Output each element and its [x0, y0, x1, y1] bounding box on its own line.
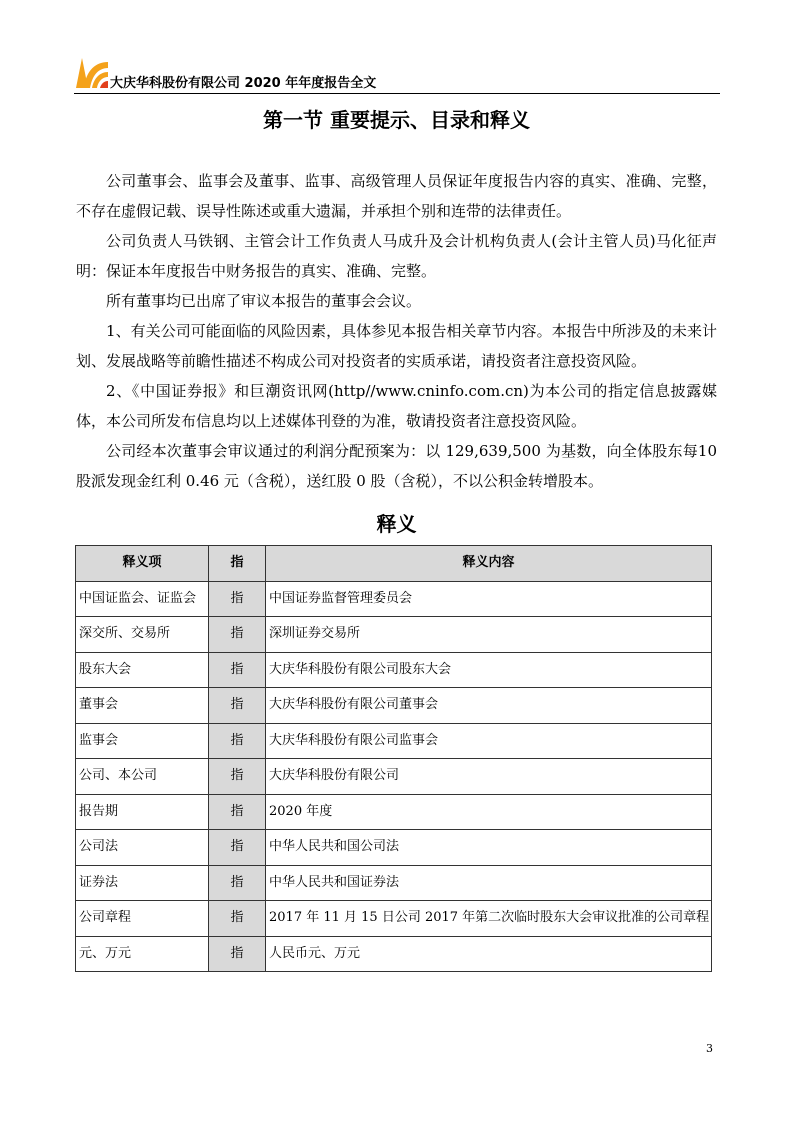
page-header	[74, 52, 720, 94]
paragraph-media-notice: 2、《中国证券报》和巨潮资讯网(http//www.cninfo.com.cn)为本公司的指定信息披露媒体，本公司所发布信息均以上述媒体刊登的为准，敬请投资者注意投资风险。	[76, 382, 717, 430]
term-cell: 中国证监会、证监会	[76, 581, 209, 617]
header-divider	[74, 93, 720, 94]
definition-cell: 2017 年 11 月 15 日公司 2017 年第二次临时股东大会审议批准的公司章程	[266, 901, 712, 937]
glossary-title: 释义	[376, 512, 417, 536]
term-cell: 公司法	[76, 830, 209, 866]
column-header-definition: 释义内容	[266, 546, 712, 582]
table-row	[76, 617, 712, 653]
definition-cell: 人民币元、万元	[266, 936, 712, 972]
term-cell: 股东大会	[76, 652, 209, 688]
glossary-header-row	[76, 546, 712, 582]
refers-cell: 指	[209, 652, 266, 688]
definition-cell: 2020 年度	[266, 794, 712, 830]
table-row	[76, 865, 712, 901]
glossary-table	[75, 545, 712, 972]
term-cell: 公司、本公司	[76, 759, 209, 795]
column-header-term: 释义项	[76, 546, 209, 582]
page-number: 3	[706, 1042, 713, 1055]
definition-cell: 大庆华科股份有限公司股东大会	[266, 652, 712, 688]
paragraph-officer-statement: 公司负责人马铁钢、主管会计工作负责人马成升及会计机构负责人(会计主管人员)马化征声明：保证本年度报告中财务报告的真实、准确、完整。	[76, 232, 717, 280]
term-cell: 报告期	[76, 794, 209, 830]
table-row	[76, 723, 712, 759]
refers-cell: 指	[209, 617, 266, 653]
refers-cell: 指	[209, 865, 266, 901]
term-cell: 公司章程	[76, 901, 209, 937]
term-cell: 元、万元	[76, 936, 209, 972]
refers-cell: 指	[209, 581, 266, 617]
refers-cell: 指	[209, 830, 266, 866]
header-title: 大庆华科股份有限公司 2020 年年度报告全文	[110, 76, 377, 91]
paragraph-risk-notice: 1、有关公司可能面临的风险因素，具体参见本报告相关章节内容。本报告中所涉及的未来计划、发展战略等前瞻性描述不构成公司对投资者的实质承诺，请投资者注意投资风险。	[76, 322, 717, 370]
definition-cell: 中华人民共和国证券法	[266, 865, 712, 901]
refers-cell: 指	[209, 759, 266, 795]
definition-cell: 深圳证券交易所	[266, 617, 712, 653]
definition-cell: 大庆华科股份有限公司监事会	[266, 723, 712, 759]
refers-cell: 指	[209, 723, 266, 759]
section-title: 第一节 重要提示、目录和释义	[263, 108, 530, 132]
paragraph-director-attendance: 所有董事均已出席了审议本报告的董事会会议。	[106, 292, 422, 310]
table-row	[76, 652, 712, 688]
term-cell: 董事会	[76, 688, 209, 724]
refers-cell: 指	[209, 688, 266, 724]
table-row	[76, 936, 712, 972]
table-row	[76, 830, 712, 866]
column-header-refers: 指	[209, 546, 266, 582]
refers-cell: 指	[209, 901, 266, 937]
term-cell: 深交所、交易所	[76, 617, 209, 653]
refers-cell: 指	[209, 794, 266, 830]
company-logo-icon	[74, 52, 110, 90]
table-row	[76, 581, 712, 617]
table-row	[76, 759, 712, 795]
paragraph-profit-distribution: 公司经本次董事会审议通过的利润分配预案为：以 129,639,500 为基数，向全体股东每10 股派发现金红利 0.46 元（含税），送红股 0 股（含税），不以公积金转增股本。	[76, 442, 717, 490]
definition-cell: 大庆华科股份有限公司	[266, 759, 712, 795]
paragraph-board-guarantee: 公司董事会、监事会及董事、监事、高级管理人员保证年度报告内容的真实、准确、完整，不存在虚假记载、误导性陈述或重大遗漏，并承担个别和连带的法律责任。	[76, 172, 717, 220]
table-row	[76, 688, 712, 724]
definition-cell: 大庆华科股份有限公司董事会	[266, 688, 712, 724]
refers-cell: 指	[209, 936, 266, 972]
definition-cell: 中华人民共和国公司法	[266, 830, 712, 866]
definition-cell: 中国证券监督管理委员会	[266, 581, 712, 617]
table-row	[76, 901, 712, 937]
term-cell: 监事会	[76, 723, 209, 759]
term-cell: 证券法	[76, 865, 209, 901]
table-row	[76, 794, 712, 830]
